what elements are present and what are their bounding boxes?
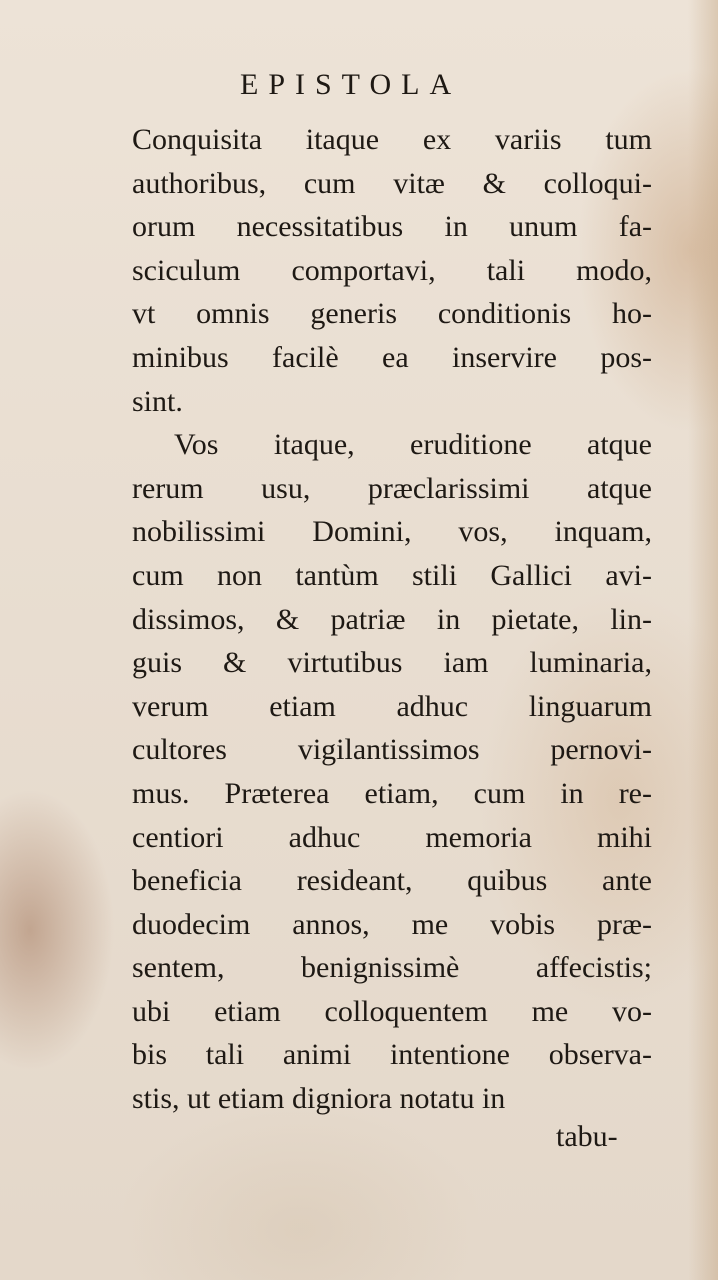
text-line: cultores vigilantissimos pernovi- xyxy=(132,733,652,767)
text-line: vt omnis generis conditionis ho- xyxy=(132,297,652,331)
text-line: dissimos, & patriæ in pietate, lin- xyxy=(132,602,652,636)
text-line: duodecim annos, me vobis præ- xyxy=(132,907,652,941)
text-line: mus. Præterea etiam, cum in re- xyxy=(132,776,652,810)
catchword: tabu- xyxy=(556,1120,618,1153)
paragraph xyxy=(132,423,652,1121)
text-line: authoribus, cum vitæ & colloqui- xyxy=(132,166,652,200)
page-edge-stain xyxy=(688,0,718,1280)
text-line: stis, ut etiam digniora notatu in xyxy=(132,1082,506,1116)
text-line: sentem, benignissimè affecistis; xyxy=(132,951,652,985)
text-line: Conquisita itaque ex variis tum xyxy=(132,123,652,156)
text-line: cum non tantùm stili Gallici avi- xyxy=(132,558,652,592)
text-line: minibus facilè ea inservire pos- xyxy=(132,340,652,374)
text-line: orum necessitatibus in unum fa- xyxy=(132,210,652,244)
running-title: EPISTOLA xyxy=(240,68,462,101)
text-line: verum etiam adhuc linguarum xyxy=(132,689,652,723)
text-line: nobilissimi Domini, vos, inquam, xyxy=(132,515,652,549)
text-line: Vos itaque, eruditione atque xyxy=(174,428,652,462)
text-line: centiori adhuc memoria mihi xyxy=(132,820,652,854)
text-line: rerum usu, præclarissimi atque xyxy=(132,471,652,505)
text-line: ubi etiam colloquentem me vo- xyxy=(132,994,652,1028)
text-line: sint. xyxy=(132,384,183,418)
text-line: guis & virtutibus iam luminaria, xyxy=(132,646,652,680)
text-line: beneficia resideant, quibus ante xyxy=(132,864,652,898)
paragraph xyxy=(132,118,652,423)
text-line: sciculum comportavi, tali modo, xyxy=(132,253,652,287)
text-line: bis tali animi intentione observa- xyxy=(132,1038,652,1072)
body-text xyxy=(132,118,652,1121)
